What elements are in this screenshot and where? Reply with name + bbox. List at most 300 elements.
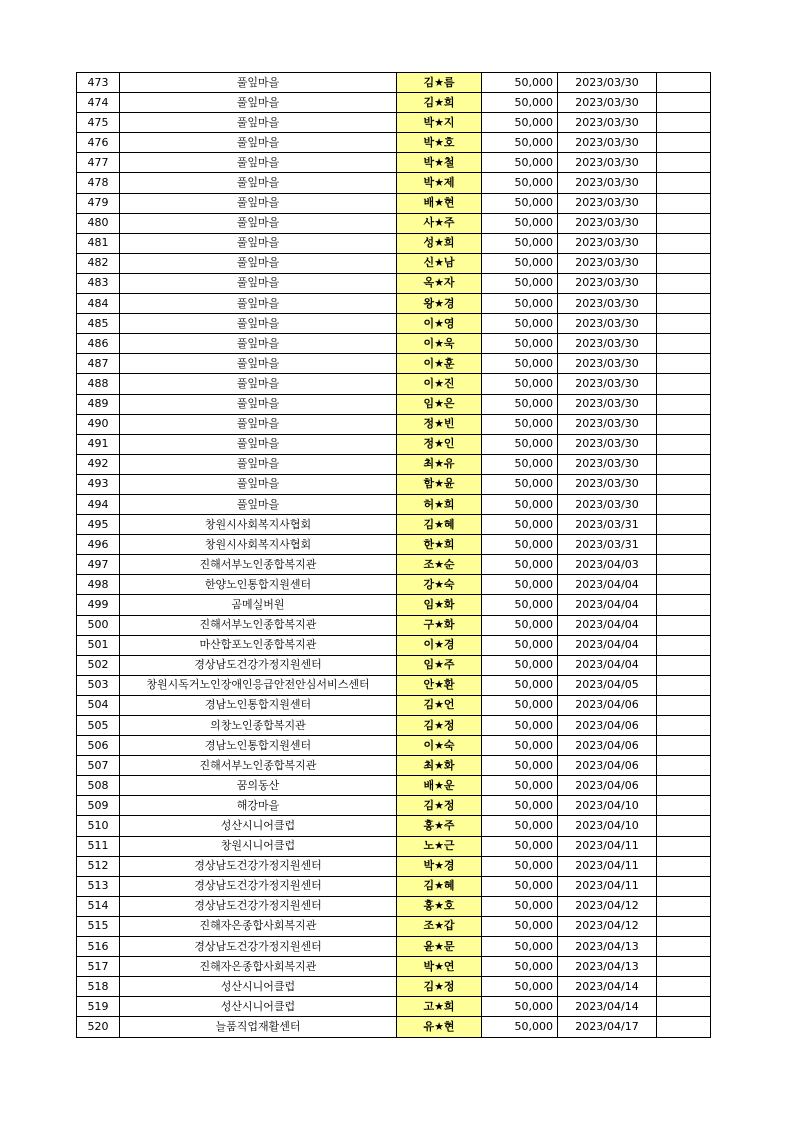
date-cell: 2023/03/30 xyxy=(558,113,657,133)
recipient-name-cell: 김★혜 xyxy=(397,515,482,535)
note-cell xyxy=(657,474,711,494)
note-cell xyxy=(657,876,711,896)
recipient-name-cell: 한★희 xyxy=(397,535,482,555)
organization-cell: 풀잎마을 xyxy=(120,133,397,153)
note-cell xyxy=(657,374,711,394)
date-cell: 2023/03/31 xyxy=(558,515,657,535)
amount-cell: 50,000 xyxy=(482,977,558,997)
table-row xyxy=(77,796,711,816)
amount-cell: 50,000 xyxy=(482,515,558,535)
amount-cell: 50,000 xyxy=(482,756,558,776)
organization-cell: 진해서부노인종합복지관 xyxy=(120,555,397,575)
organization-cell: 성산시니어클럽 xyxy=(120,977,397,997)
date-cell: 2023/03/30 xyxy=(558,133,657,153)
recipient-name-cell: 김★언 xyxy=(397,695,482,715)
row-number-cell: 519 xyxy=(77,997,120,1017)
table-row xyxy=(77,816,711,836)
table-row xyxy=(77,916,711,936)
amount-cell: 50,000 xyxy=(482,957,558,977)
note-cell xyxy=(657,635,711,655)
date-cell: 2023/03/31 xyxy=(558,535,657,555)
row-number-cell: 493 xyxy=(77,474,120,494)
table-row xyxy=(77,273,711,293)
row-number-cell: 496 xyxy=(77,535,120,555)
note-cell xyxy=(657,595,711,615)
row-number-cell: 494 xyxy=(77,494,120,514)
organization-cell: 경남노인통합지원센터 xyxy=(120,695,397,715)
row-number-cell: 481 xyxy=(77,233,120,253)
row-number-cell: 486 xyxy=(77,334,120,354)
recipient-name-cell: 김★름 xyxy=(397,73,482,93)
note-cell xyxy=(657,1017,711,1037)
date-cell: 2023/03/30 xyxy=(558,474,657,494)
organization-cell: 진해자은종합사회복지관 xyxy=(120,916,397,936)
amount-cell: 50,000 xyxy=(482,93,558,113)
row-number-cell: 484 xyxy=(77,294,120,314)
table-row xyxy=(77,494,711,514)
recipient-name-cell: 박★호 xyxy=(397,133,482,153)
table-row xyxy=(77,675,711,695)
date-cell: 2023/04/04 xyxy=(558,595,657,615)
organization-cell: 풀잎마을 xyxy=(120,153,397,173)
organization-cell: 의창노인종합복지관 xyxy=(120,716,397,736)
row-number-cell: 504 xyxy=(77,695,120,715)
recipient-name-cell: 왕★경 xyxy=(397,294,482,314)
recipient-name-cell: 성★희 xyxy=(397,233,482,253)
amount-cell: 50,000 xyxy=(482,474,558,494)
organization-cell: 풀잎마을 xyxy=(120,394,397,414)
organization-cell: 풀잎마을 xyxy=(120,494,397,514)
amount-cell: 50,000 xyxy=(482,233,558,253)
amount-cell: 50,000 xyxy=(482,615,558,635)
amount-cell: 50,000 xyxy=(482,716,558,736)
organization-cell: 진해자은종합사회복지관 xyxy=(120,957,397,977)
date-cell: 2023/03/30 xyxy=(558,494,657,514)
date-cell: 2023/04/10 xyxy=(558,816,657,836)
amount-cell: 50,000 xyxy=(482,394,558,414)
note-cell xyxy=(657,997,711,1017)
row-number-cell: 517 xyxy=(77,957,120,977)
recipient-name-cell: 고★희 xyxy=(397,997,482,1017)
recipient-name-cell: 박★연 xyxy=(397,957,482,977)
amount-cell: 50,000 xyxy=(482,454,558,474)
amount-cell: 50,000 xyxy=(482,776,558,796)
row-number-cell: 509 xyxy=(77,796,120,816)
amount-cell: 50,000 xyxy=(482,1017,558,1037)
row-number-cell: 475 xyxy=(77,113,120,133)
organization-cell: 늘품직업재활센터 xyxy=(120,1017,397,1037)
recipient-name-cell: 안★환 xyxy=(397,675,482,695)
note-cell xyxy=(657,535,711,555)
recipient-name-cell: 박★지 xyxy=(397,113,482,133)
note-cell xyxy=(657,73,711,93)
date-cell: 2023/04/12 xyxy=(558,896,657,916)
recipient-name-cell: 최★화 xyxy=(397,756,482,776)
recipient-name-cell: 함★윤 xyxy=(397,474,482,494)
recipient-name-cell: 조★순 xyxy=(397,555,482,575)
table-row xyxy=(77,73,711,93)
date-cell: 2023/04/13 xyxy=(558,957,657,977)
organization-cell: 풀잎마을 xyxy=(120,233,397,253)
date-cell: 2023/03/30 xyxy=(558,454,657,474)
table-row xyxy=(77,876,711,896)
note-cell xyxy=(657,354,711,374)
table-row xyxy=(77,113,711,133)
organization-cell: 진해서부노인종합복지관 xyxy=(120,756,397,776)
recipient-name-cell: 조★갑 xyxy=(397,916,482,936)
amount-cell: 50,000 xyxy=(482,253,558,273)
amount-cell: 50,000 xyxy=(482,916,558,936)
organization-cell: 풀잎마을 xyxy=(120,474,397,494)
amount-cell: 50,000 xyxy=(482,675,558,695)
date-cell: 2023/04/14 xyxy=(558,977,657,997)
table-row xyxy=(77,716,711,736)
row-number-cell: 478 xyxy=(77,173,120,193)
row-number-cell: 503 xyxy=(77,675,120,695)
amount-cell: 50,000 xyxy=(482,635,558,655)
row-number-cell: 473 xyxy=(77,73,120,93)
table-row xyxy=(77,655,711,675)
amount-cell: 50,000 xyxy=(482,374,558,394)
recipient-name-cell: 박★제 xyxy=(397,173,482,193)
organization-cell: 풀잎마을 xyxy=(120,414,397,434)
organization-cell: 경상남도건강가정지원센터 xyxy=(120,655,397,675)
recipient-name-cell: 강★숙 xyxy=(397,575,482,595)
row-number-cell: 506 xyxy=(77,736,120,756)
organization-cell: 경상남도건강가정지원센터 xyxy=(120,937,397,957)
date-cell: 2023/04/06 xyxy=(558,716,657,736)
date-cell: 2023/03/30 xyxy=(558,213,657,233)
table-row xyxy=(77,454,711,474)
table-row xyxy=(77,575,711,595)
recipient-name-cell: 이★훈 xyxy=(397,354,482,374)
amount-cell: 50,000 xyxy=(482,876,558,896)
row-number-cell: 516 xyxy=(77,937,120,957)
organization-cell: 창원시독거노인장애인응급안전안심서비스센터 xyxy=(120,675,397,695)
note-cell xyxy=(657,916,711,936)
date-cell: 2023/03/30 xyxy=(558,153,657,173)
date-cell: 2023/03/30 xyxy=(558,193,657,213)
date-cell: 2023/03/30 xyxy=(558,374,657,394)
note-cell xyxy=(657,153,711,173)
note-cell xyxy=(657,233,711,253)
note-cell xyxy=(657,575,711,595)
amount-cell: 50,000 xyxy=(482,896,558,916)
row-number-cell: 500 xyxy=(77,615,120,635)
organization-cell: 풀잎마을 xyxy=(120,454,397,474)
note-cell xyxy=(657,454,711,474)
table-row xyxy=(77,213,711,233)
table-row xyxy=(77,93,711,113)
date-cell: 2023/03/30 xyxy=(558,273,657,293)
recipient-name-cell: 김★희 xyxy=(397,93,482,113)
table-row xyxy=(77,856,711,876)
row-number-cell: 476 xyxy=(77,133,120,153)
table-row xyxy=(77,394,711,414)
row-number-cell: 491 xyxy=(77,434,120,454)
row-number-cell: 511 xyxy=(77,836,120,856)
amount-cell: 50,000 xyxy=(482,555,558,575)
note-cell xyxy=(657,957,711,977)
note-cell xyxy=(657,273,711,293)
table-row xyxy=(77,776,711,796)
organization-cell: 풀잎마을 xyxy=(120,213,397,233)
date-cell: 2023/04/11 xyxy=(558,836,657,856)
date-cell: 2023/04/17 xyxy=(558,1017,657,1037)
organization-cell: 꿈의동산 xyxy=(120,776,397,796)
table-row xyxy=(77,153,711,173)
recipient-name-cell: 홍★호 xyxy=(397,896,482,916)
organization-cell: 풀잎마을 xyxy=(120,253,397,273)
note-cell xyxy=(657,756,711,776)
date-cell: 2023/04/14 xyxy=(558,997,657,1017)
row-number-cell: 487 xyxy=(77,354,120,374)
note-cell xyxy=(657,434,711,454)
note-cell xyxy=(657,173,711,193)
date-cell: 2023/04/04 xyxy=(558,615,657,635)
date-cell: 2023/04/06 xyxy=(558,776,657,796)
note-cell xyxy=(657,675,711,695)
date-cell: 2023/04/04 xyxy=(558,635,657,655)
row-number-cell: 485 xyxy=(77,314,120,334)
row-number-cell: 502 xyxy=(77,655,120,675)
row-number-cell: 479 xyxy=(77,193,120,213)
table-row xyxy=(77,635,711,655)
recipient-name-cell: 이★욱 xyxy=(397,334,482,354)
date-cell: 2023/03/30 xyxy=(558,233,657,253)
row-number-cell: 477 xyxy=(77,153,120,173)
row-number-cell: 483 xyxy=(77,273,120,293)
note-cell xyxy=(657,93,711,113)
organization-cell: 풀잎마을 xyxy=(120,354,397,374)
note-cell xyxy=(657,655,711,675)
organization-cell: 풀잎마을 xyxy=(120,334,397,354)
amount-cell: 50,000 xyxy=(482,816,558,836)
note-cell xyxy=(657,796,711,816)
table-row xyxy=(77,896,711,916)
amount-cell: 50,000 xyxy=(482,535,558,555)
table-row xyxy=(77,354,711,374)
table-row xyxy=(77,957,711,977)
note-cell xyxy=(657,253,711,273)
row-number-cell: 499 xyxy=(77,595,120,615)
table-row xyxy=(77,555,711,575)
organization-cell: 풀잎마을 xyxy=(120,273,397,293)
note-cell xyxy=(657,836,711,856)
row-number-cell: 501 xyxy=(77,635,120,655)
note-cell xyxy=(657,816,711,836)
date-cell: 2023/04/06 xyxy=(558,756,657,776)
amount-cell: 50,000 xyxy=(482,173,558,193)
amount-cell: 50,000 xyxy=(482,314,558,334)
table-row xyxy=(77,695,711,715)
recipient-name-cell: 홍★주 xyxy=(397,816,482,836)
organization-cell: 풀잎마을 xyxy=(120,374,397,394)
amount-cell: 50,000 xyxy=(482,836,558,856)
recipient-name-cell: 박★철 xyxy=(397,153,482,173)
row-number-cell: 488 xyxy=(77,374,120,394)
organization-cell: 곰메실버원 xyxy=(120,595,397,615)
recipient-name-cell: 이★영 xyxy=(397,314,482,334)
recipient-name-cell: 임★은 xyxy=(397,394,482,414)
organization-cell: 성산시니어클럽 xyxy=(120,997,397,1017)
note-cell xyxy=(657,977,711,997)
table-row xyxy=(77,133,711,153)
date-cell: 2023/03/30 xyxy=(558,314,657,334)
date-cell: 2023/04/06 xyxy=(558,695,657,715)
amount-cell: 50,000 xyxy=(482,133,558,153)
table-row xyxy=(77,1017,711,1037)
table-row xyxy=(77,374,711,394)
note-cell xyxy=(657,394,711,414)
date-cell: 2023/04/04 xyxy=(558,575,657,595)
recipient-name-cell: 이★진 xyxy=(397,374,482,394)
amount-cell: 50,000 xyxy=(482,113,558,133)
date-cell: 2023/03/30 xyxy=(558,394,657,414)
note-cell xyxy=(657,856,711,876)
table-row xyxy=(77,515,711,535)
date-cell: 2023/04/11 xyxy=(558,856,657,876)
note-cell xyxy=(657,555,711,575)
document-page xyxy=(76,72,711,1038)
table-row xyxy=(77,736,711,756)
organization-cell: 창원시니어클럽 xyxy=(120,836,397,856)
organization-cell: 마산합포노인종합복지관 xyxy=(120,635,397,655)
date-cell: 2023/04/12 xyxy=(558,916,657,936)
table-row xyxy=(77,314,711,334)
row-number-cell: 489 xyxy=(77,394,120,414)
row-number-cell: 513 xyxy=(77,876,120,896)
amount-cell: 50,000 xyxy=(482,294,558,314)
row-number-cell: 495 xyxy=(77,515,120,535)
table-row xyxy=(77,253,711,273)
amount-cell: 50,000 xyxy=(482,334,558,354)
table-body xyxy=(77,73,711,1038)
row-number-cell: 514 xyxy=(77,896,120,916)
row-number-cell: 520 xyxy=(77,1017,120,1037)
recipient-name-cell: 정★인 xyxy=(397,434,482,454)
row-number-cell: 490 xyxy=(77,414,120,434)
date-cell: 2023/03/30 xyxy=(558,354,657,374)
table-row xyxy=(77,434,711,454)
note-cell xyxy=(657,937,711,957)
amount-cell: 50,000 xyxy=(482,414,558,434)
organization-cell: 풀잎마을 xyxy=(120,173,397,193)
recipient-name-cell: 신★남 xyxy=(397,253,482,273)
recipient-name-cell: 김★정 xyxy=(397,796,482,816)
note-cell xyxy=(657,896,711,916)
note-cell xyxy=(657,414,711,434)
amount-cell: 50,000 xyxy=(482,153,558,173)
row-number-cell: 512 xyxy=(77,856,120,876)
row-number-cell: 518 xyxy=(77,977,120,997)
table-row xyxy=(77,173,711,193)
recipient-name-cell: 배★현 xyxy=(397,193,482,213)
date-cell: 2023/03/30 xyxy=(558,173,657,193)
row-number-cell: 505 xyxy=(77,716,120,736)
table-row xyxy=(77,836,711,856)
date-cell: 2023/04/06 xyxy=(558,736,657,756)
amount-cell: 50,000 xyxy=(482,856,558,876)
note-cell xyxy=(657,776,711,796)
donation-table xyxy=(76,72,711,1038)
recipient-name-cell: 노★근 xyxy=(397,836,482,856)
date-cell: 2023/04/04 xyxy=(558,655,657,675)
date-cell: 2023/04/13 xyxy=(558,937,657,957)
amount-cell: 50,000 xyxy=(482,736,558,756)
organization-cell: 풀잎마을 xyxy=(120,113,397,133)
amount-cell: 50,000 xyxy=(482,73,558,93)
recipient-name-cell: 최★유 xyxy=(397,454,482,474)
date-cell: 2023/03/30 xyxy=(558,93,657,113)
organization-cell: 창원시사회복지사협회 xyxy=(120,535,397,555)
row-number-cell: 508 xyxy=(77,776,120,796)
amount-cell: 50,000 xyxy=(482,695,558,715)
note-cell xyxy=(657,314,711,334)
organization-cell: 한양노인통합지원센터 xyxy=(120,575,397,595)
recipient-name-cell: 이★경 xyxy=(397,635,482,655)
row-number-cell: 474 xyxy=(77,93,120,113)
recipient-name-cell: 김★정 xyxy=(397,716,482,736)
date-cell: 2023/03/30 xyxy=(558,73,657,93)
date-cell: 2023/03/30 xyxy=(558,434,657,454)
row-number-cell: 497 xyxy=(77,555,120,575)
note-cell xyxy=(657,695,711,715)
row-number-cell: 507 xyxy=(77,756,120,776)
note-cell xyxy=(657,133,711,153)
amount-cell: 50,000 xyxy=(482,595,558,615)
note-cell xyxy=(657,294,711,314)
organization-cell: 풀잎마을 xyxy=(120,294,397,314)
date-cell: 2023/03/30 xyxy=(558,294,657,314)
note-cell xyxy=(657,615,711,635)
recipient-name-cell: 박★경 xyxy=(397,856,482,876)
date-cell: 2023/03/30 xyxy=(558,334,657,354)
note-cell xyxy=(657,113,711,133)
date-cell: 2023/03/30 xyxy=(558,414,657,434)
amount-cell: 50,000 xyxy=(482,494,558,514)
organization-cell: 진해서부노인종합복지관 xyxy=(120,615,397,635)
organization-cell: 성산시니어클럽 xyxy=(120,816,397,836)
note-cell xyxy=(657,213,711,233)
note-cell xyxy=(657,716,711,736)
recipient-name-cell: 임★화 xyxy=(397,595,482,615)
recipient-name-cell: 이★숙 xyxy=(397,736,482,756)
date-cell: 2023/03/30 xyxy=(558,253,657,273)
row-number-cell: 482 xyxy=(77,253,120,273)
organization-cell: 풀잎마을 xyxy=(120,193,397,213)
recipient-name-cell: 사★주 xyxy=(397,213,482,233)
recipient-name-cell: 윤★문 xyxy=(397,937,482,957)
organization-cell: 창원시사회복지사협회 xyxy=(120,515,397,535)
note-cell xyxy=(657,494,711,514)
date-cell: 2023/04/05 xyxy=(558,675,657,695)
recipient-name-cell: 구★화 xyxy=(397,615,482,635)
row-number-cell: 492 xyxy=(77,454,120,474)
recipient-name-cell: 임★주 xyxy=(397,655,482,675)
table-row xyxy=(77,474,711,494)
recipient-name-cell: 옥★자 xyxy=(397,273,482,293)
recipient-name-cell: 김★정 xyxy=(397,977,482,997)
table-row xyxy=(77,997,711,1017)
organization-cell: 경상남도건강가정지원센터 xyxy=(120,856,397,876)
table-row xyxy=(77,193,711,213)
note-cell xyxy=(657,736,711,756)
row-number-cell: 480 xyxy=(77,213,120,233)
organization-cell: 풀잎마을 xyxy=(120,73,397,93)
recipient-name-cell: 정★빈 xyxy=(397,414,482,434)
amount-cell: 50,000 xyxy=(482,193,558,213)
